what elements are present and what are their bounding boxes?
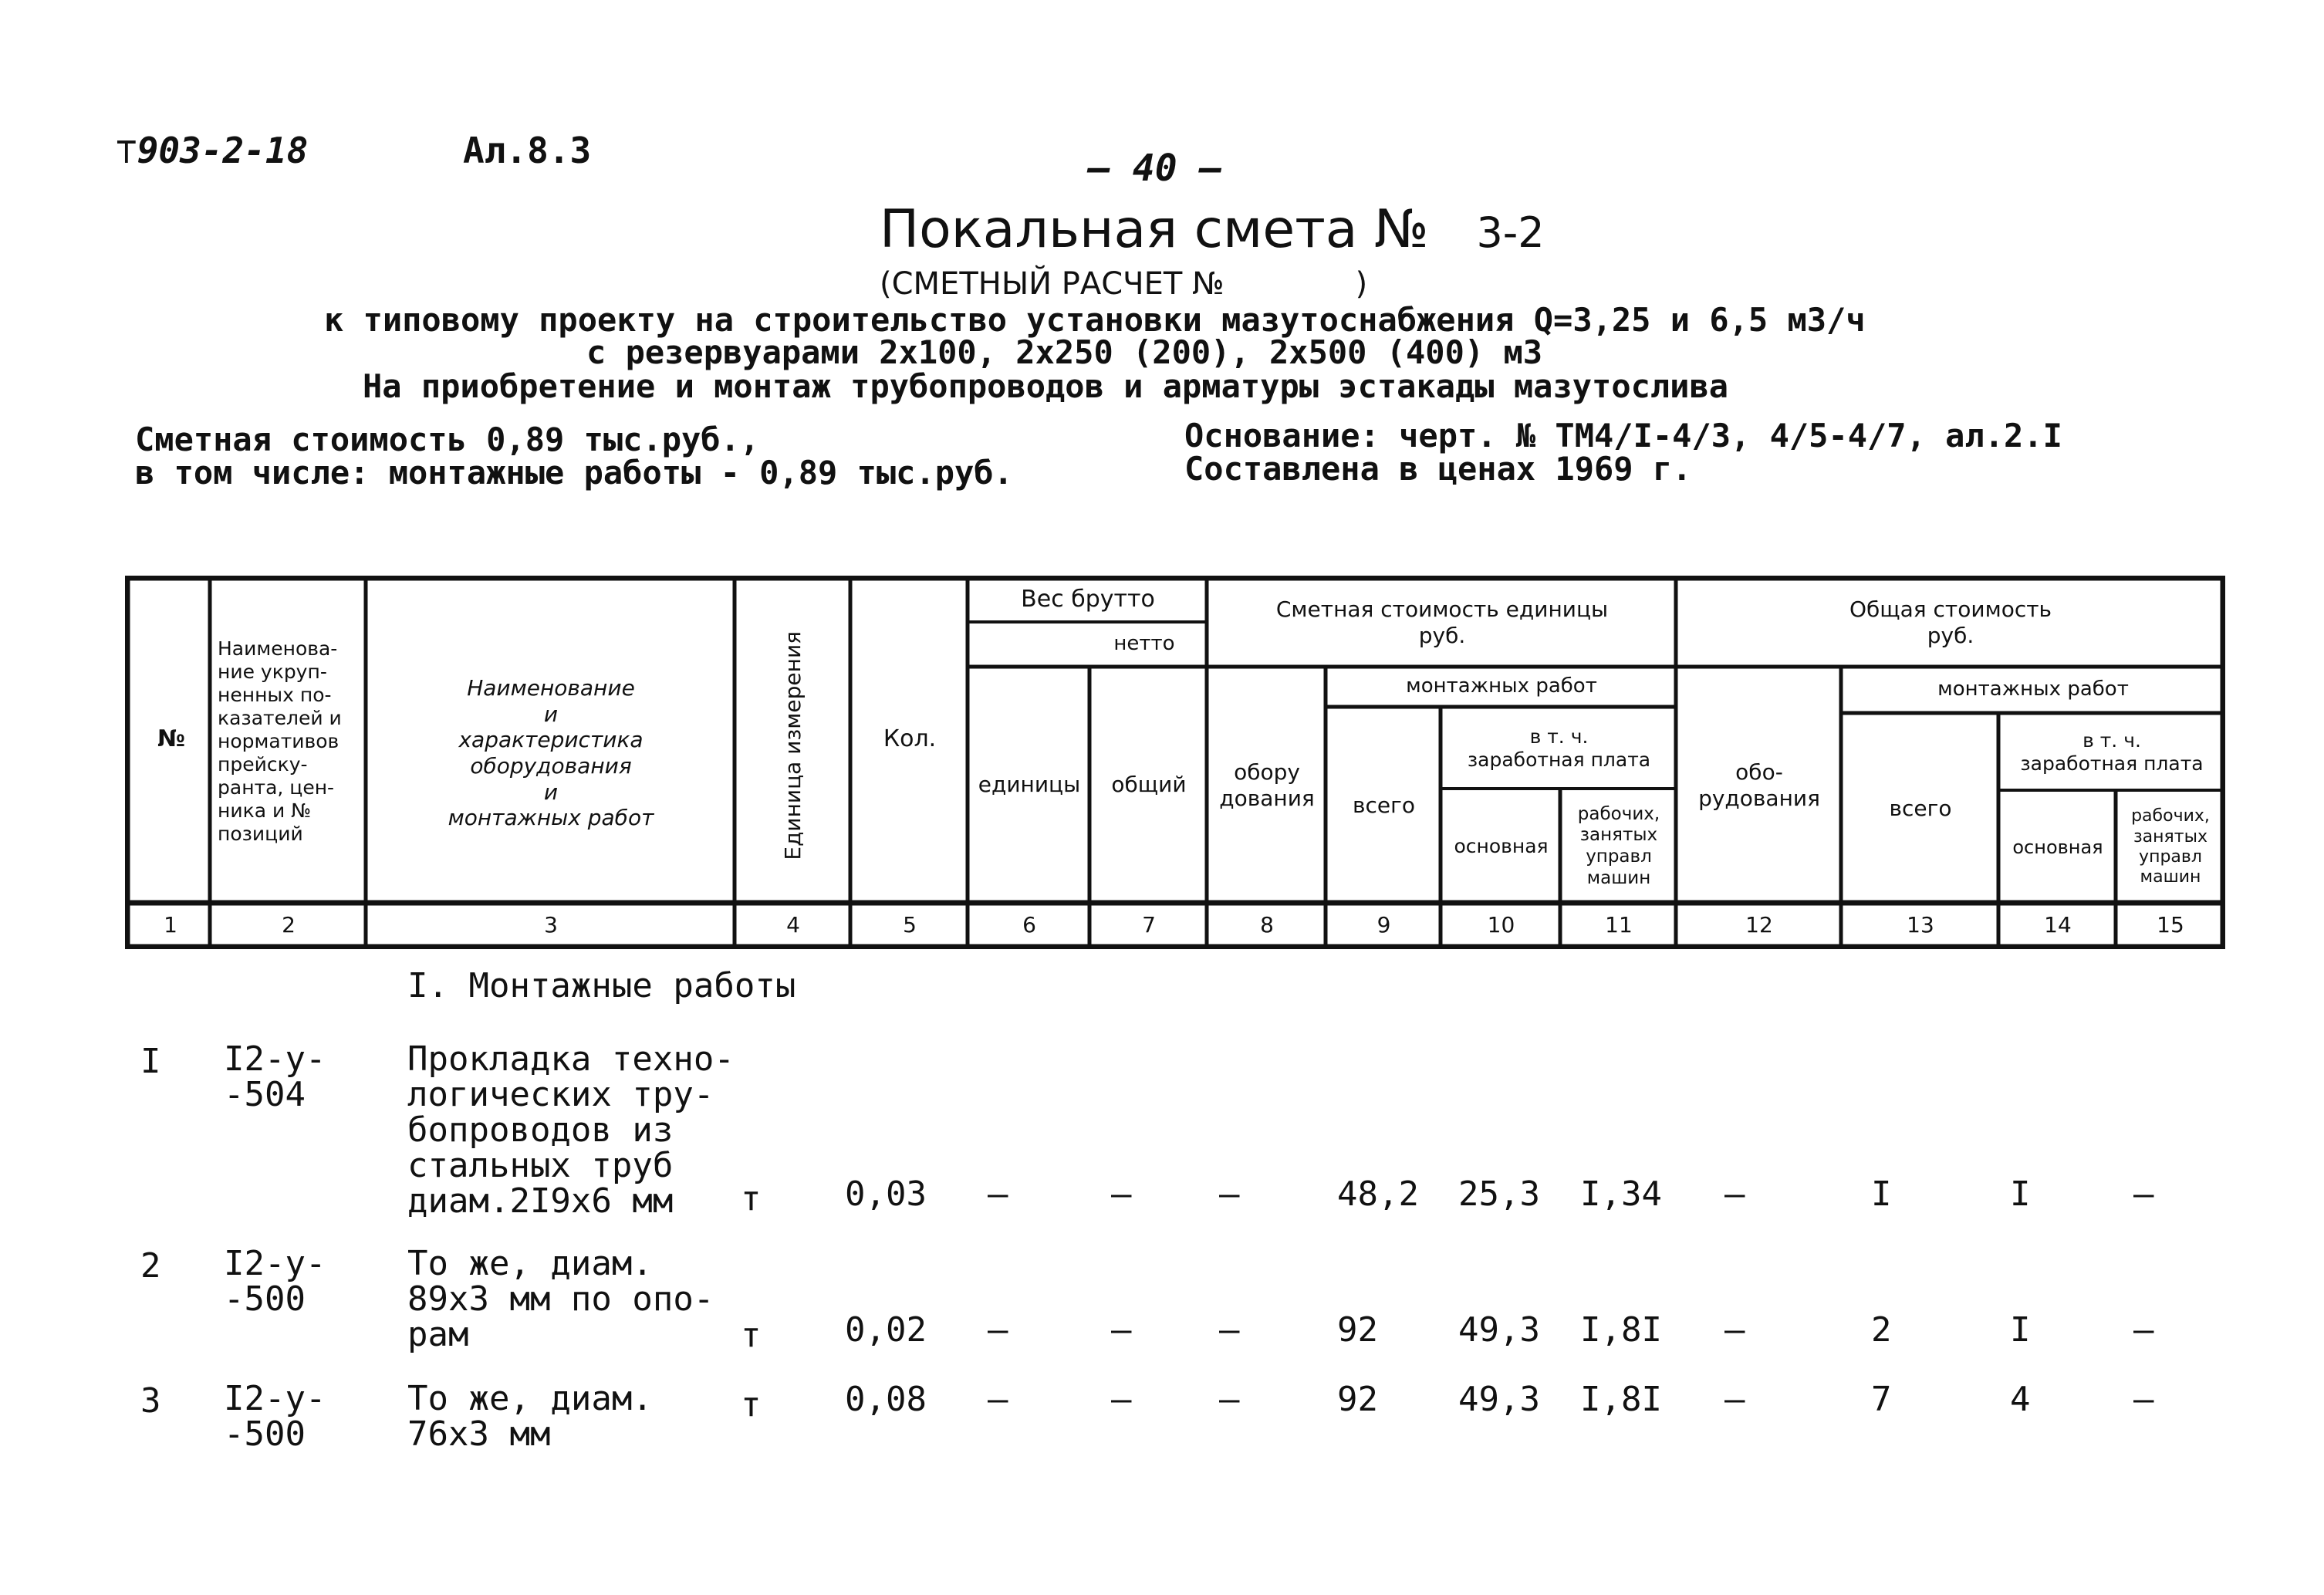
page-number: — 40 —	[1088, 147, 1222, 190]
row-total-wage-main: I	[2010, 1310, 2031, 1350]
estimated-cost: Сметная стоимость 0,89 тыс.руб.,	[135, 421, 760, 458]
col-qty-header: Кол.	[883, 725, 937, 752]
col-num-3: 3	[544, 912, 558, 938]
row-code: I2-у- -500	[224, 1244, 326, 1319]
row-total-mount: I	[1871, 1174, 1892, 1214]
col-num-9: 9	[1376, 912, 1391, 938]
row-weight-total: –	[1111, 1310, 1132, 1350]
col-name-header: Наименование и характеристика оборудования и монтажных работ	[448, 675, 654, 831]
row-wage-machine: I,34	[1580, 1174, 1662, 1214]
col-num-6: 6	[1022, 912, 1036, 938]
row-weight-unit: –	[988, 1310, 1008, 1350]
col-wage-machine-header: рабочих, занятых управл машин	[1577, 803, 1660, 888]
row-unit: т	[741, 1385, 762, 1424]
project-line-1: к типовому проекту на строительство установки мазутоснабжения Q=3,25 и 6,5 м3/ч	[324, 301, 1866, 339]
row-mount-total: 48,2	[1337, 1174, 1419, 1214]
col-total-wage-main-header: основная	[2012, 836, 2103, 858]
row-code: I2-у- -500	[224, 1379, 326, 1454]
page-title: Покальная смета № 3-2	[880, 199, 1545, 260]
row-mount-total: 92	[1337, 1310, 1378, 1350]
col-num-10: 10	[1487, 912, 1515, 938]
col-mount-total-header: всего	[1353, 792, 1415, 819]
row-mount-total: 92	[1337, 1380, 1378, 1419]
row-weight-unit: –	[988, 1380, 1008, 1419]
row-total-equipment: –	[1724, 1174, 1745, 1214]
row-name: То же, диам. 76х3 мм	[407, 1379, 653, 1454]
col-wage-main-header: основная	[1454, 835, 1549, 857]
col-total-wage-machine-header: рабочих, занятых управл машин	[2131, 806, 2210, 887]
row-qty: 0,08	[845, 1380, 927, 1419]
unit-cost-group-header: Сметная стоимость единицы руб.	[1275, 596, 1609, 648]
row-total-wage-machine: –	[2133, 1174, 2154, 1214]
total-wage-group-header: в т. ч. заработная плата	[2020, 729, 2204, 775]
col-num-7: 7	[1142, 912, 1156, 938]
estimate-table-header	[125, 576, 2225, 949]
row-total-equipment: –	[1724, 1380, 1745, 1419]
total-mount-group-header: монтажных работ	[1937, 678, 2129, 701]
row-wage-main: 25,3	[1458, 1174, 1540, 1214]
row-wage-main: 49,3	[1458, 1310, 1540, 1350]
row-wage-machine: I,8I	[1580, 1380, 1662, 1419]
row-unit: т	[741, 1179, 762, 1218]
price-year: Составлена в ценах 1969 г.	[1184, 450, 1692, 488]
col-weight-unit-header: единицы	[978, 772, 1081, 798]
row-qty: 0,02	[845, 1310, 927, 1350]
unit-wage-group-header: в т. ч. заработная плата	[1467, 725, 1651, 771]
estimate-number: 3-2	[1476, 208, 1545, 257]
row-weight-total: –	[1111, 1174, 1132, 1214]
col-num-12: 12	[1745, 912, 1773, 938]
row-total-mount: 2	[1871, 1310, 1892, 1350]
col-num-5: 5	[903, 912, 917, 938]
document-code: ⊤903-2-18	[116, 130, 309, 171]
album-number: Ал.8.3	[463, 130, 592, 171]
row-total-wage-main: I	[2010, 1174, 2031, 1214]
col-num-11: 11	[1605, 912, 1633, 938]
weight-group-header: Вес брутто	[1021, 586, 1155, 613]
col-num-2: 2	[282, 912, 296, 938]
col-equipment-header: обору дования	[1219, 759, 1315, 811]
row-code: I2-у- -504	[224, 1039, 326, 1114]
row-total-wage-main: 4	[2010, 1380, 2031, 1419]
col-num-8: 8	[1260, 912, 1274, 938]
row-name: То же, диам. 89х3 мм по опо- рам	[407, 1244, 714, 1354]
subtitle: (СМЕТНЫЙ РАСЧЕТ № )	[880, 266, 1368, 302]
col-total-mount-header: всего	[1889, 796, 1952, 822]
row-weight-unit: –	[988, 1174, 1008, 1214]
col-num-13: 13	[1907, 912, 1934, 938]
section-title: I. Монтажные работы	[407, 966, 796, 1005]
row-number: 3	[140, 1381, 161, 1421]
row-equipment: –	[1219, 1380, 1240, 1419]
row-weight-total: –	[1111, 1380, 1132, 1419]
row-equipment: –	[1219, 1310, 1240, 1350]
col-num-4: 4	[786, 912, 800, 938]
installation-cost: в том числе: монтажные работы - 0,89 тыс.руб.	[135, 454, 1013, 492]
row-total-equipment: –	[1724, 1310, 1745, 1350]
row-name: Прокладка техно- логических тру- бопроводов из стальных труб диам.2I9х6 мм	[407, 1039, 735, 1221]
row-equipment: –	[1219, 1174, 1240, 1214]
col-total-equipment-header: обо- рудования	[1698, 759, 1820, 811]
row-total-mount: 7	[1871, 1380, 1892, 1419]
row-number: I	[140, 1042, 161, 1081]
weight-sub-header: нетто	[1113, 632, 1175, 656]
row-wage-main: 49,3	[1458, 1380, 1540, 1419]
total-cost-group-header: Общая стоимость руб.	[1849, 596, 2052, 648]
col-code-header: Наименова- ние укруп- ненных по- казателей и нормативов прейску- ранта, цен- ника и № позиций	[218, 637, 342, 845]
col-weight-total-header: общий	[1111, 772, 1187, 798]
col-unit-header: Единица измерения	[780, 630, 806, 860]
basis-drawings: Основание: черт. № ТМ4/I-4/3, 4/5-4/7, ал.2.I	[1184, 417, 2062, 455]
col-num-15: 15	[2157, 912, 2184, 938]
row-total-wage-machine: –	[2133, 1380, 2154, 1419]
project-line-2: с резервуарами 2х100, 2х250 (200), 2х500 (400) м3	[586, 333, 1543, 371]
row-wage-machine: I,8I	[1580, 1310, 1662, 1350]
row-number: 2	[140, 1246, 161, 1286]
col-number-header: №	[157, 725, 186, 752]
col-num-1: 1	[164, 912, 177, 938]
row-qty: 0,03	[845, 1174, 927, 1214]
row-total-wage-machine: –	[2133, 1310, 2154, 1350]
col-num-14: 14	[2044, 912, 2072, 938]
row-unit: т	[741, 1316, 762, 1355]
project-line-3: На приобретение и монтаж трубопроводов и арматуры эстакады мазутослива	[363, 367, 1729, 405]
unit-mount-group-header: монтажных работ	[1406, 674, 1597, 698]
